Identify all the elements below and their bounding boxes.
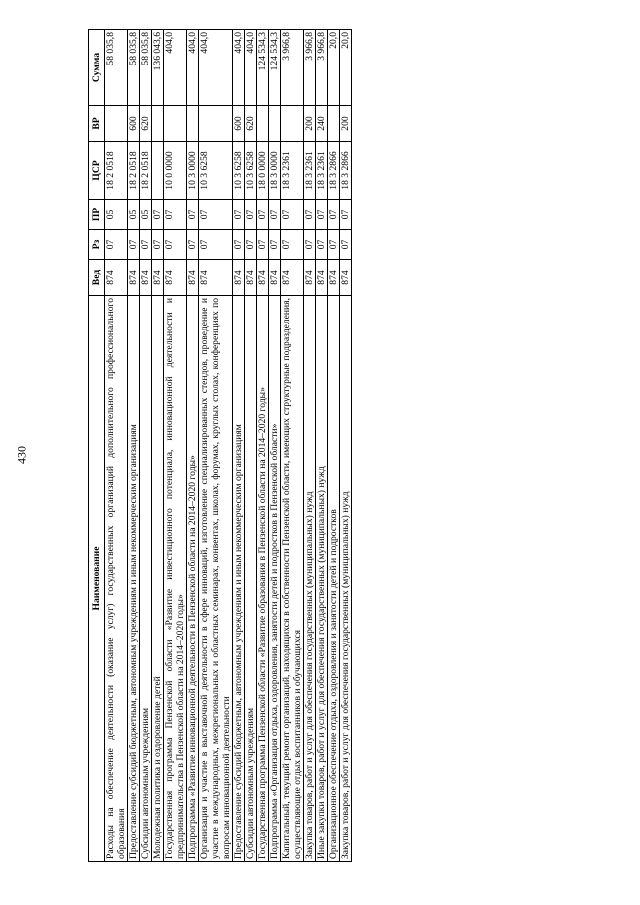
cell-sum: 124 534,3 <box>269 30 281 106</box>
table-row <box>233 30 245 862</box>
cell-sum: 3 966,8 <box>316 30 328 106</box>
table-row <box>105 30 128 862</box>
cell-pr: 07 <box>199 200 233 230</box>
cell-sum: 58 035,8 <box>140 30 152 106</box>
cell-csr: 10 3 0000 <box>187 142 199 200</box>
cell-sum: 404,0 <box>245 30 257 106</box>
cell-ved: 874 <box>257 260 269 296</box>
cell-rz: 07 <box>187 230 199 260</box>
table-row <box>269 30 281 862</box>
cell-rz: 07 <box>245 230 257 260</box>
table-row <box>328 30 340 862</box>
cell-sum: 3 966,8 <box>304 30 316 106</box>
cell-vr: 600 <box>233 106 245 142</box>
table-row <box>316 30 328 862</box>
table-body <box>105 30 352 862</box>
cell-rz: 07 <box>328 230 340 260</box>
table-row <box>340 30 352 862</box>
cell-sum: 3 966,8 <box>281 30 304 106</box>
cell-name: Подпрограмма «Организация отдыха, оздоровления, занятости детей и подростков в Пензенской области» <box>269 296 281 862</box>
cell-pr: 07 <box>281 200 304 230</box>
cell-csr: 18 2 0518 <box>105 142 128 200</box>
cell-csr: 18 2 0518 <box>128 142 140 200</box>
cell-csr: 10 0 0000 <box>164 142 187 200</box>
cell-name: Молодежная политика и оздоровление детей <box>152 296 164 862</box>
cell-csr: 18 3 2361 <box>316 142 328 200</box>
cell-rz: 07 <box>233 230 245 260</box>
cell-name: Предоставление субсидий бюджетным, автономным учреждениям и иным некоммерческим организациям <box>128 296 140 862</box>
cell-name: Иные закупки товаров, работ и услуг для обеспечения государственных (муниципальных) нужд <box>316 296 328 862</box>
cell-pr: 07 <box>233 200 245 230</box>
cell-rz: 07 <box>140 230 152 260</box>
header-sum: Сумма <box>89 30 105 106</box>
cell-vr <box>269 106 281 142</box>
cell-ved: 874 <box>304 260 316 296</box>
cell-name: Капитальный, текущий ремонт организаций, находящихся в собственности Пензенской области, имеющих структурные подразделения, осуществляющие отдых воспитанников и обучающихся <box>281 296 304 862</box>
cell-pr: 05 <box>128 200 140 230</box>
page-number: 430 <box>14 446 29 464</box>
cell-sum: 124 534,3 <box>257 30 269 106</box>
cell-rz: 07 <box>164 230 187 260</box>
cell-pr: 07 <box>328 200 340 230</box>
table-row <box>257 30 269 862</box>
cell-name: Государственная программа Пензенской области «Развитие инвестиционного потенциала, инновационной деятельности и предпринимательства в Пензенской области на 2014–2020 годы» <box>164 296 187 862</box>
cell-ved: 874 <box>199 260 233 296</box>
cell-vr: 200 <box>304 106 316 142</box>
cell-vr: 620 <box>140 106 152 142</box>
table-row <box>187 30 199 862</box>
cell-pr: 07 <box>257 200 269 230</box>
cell-ved: 874 <box>152 260 164 296</box>
cell-vr: 240 <box>316 106 328 142</box>
cell-csr: 18 3 2866 <box>340 142 352 200</box>
header-rz: Рз <box>89 230 105 260</box>
table-header <box>89 30 105 862</box>
header-csr: ЦСР <box>89 142 105 200</box>
cell-name: Субсидии автономным учреждениям <box>140 296 152 862</box>
cell-ved: 874 <box>140 260 152 296</box>
cell-csr: 18 2 0518 <box>140 142 152 200</box>
cell-csr: 10 3 6258 <box>245 142 257 200</box>
table-row <box>245 30 257 862</box>
table-row <box>128 30 140 862</box>
cell-name: Организационное обеспечение отдыха, оздоровления и занятости детей и подростков <box>328 296 340 862</box>
cell-vr <box>281 106 304 142</box>
budget-table <box>88 29 352 862</box>
cell-ved: 874 <box>269 260 281 296</box>
cell-ved: 874 <box>233 260 245 296</box>
cell-sum: 404,0 <box>199 30 233 106</box>
header-pr: ПР <box>89 200 105 230</box>
cell-rz: 07 <box>105 230 128 260</box>
table-row <box>152 30 164 862</box>
cell-csr: 18 3 2361 <box>304 142 316 200</box>
cell-ved: 874 <box>187 260 199 296</box>
cell-rz: 07 <box>199 230 233 260</box>
table-row <box>140 30 152 862</box>
cell-sum: 404,0 <box>164 30 187 106</box>
cell-name: Предоставление субсидий бюджетным, автономным учреждениям и иным некоммерческим организациям <box>233 296 245 862</box>
cell-ved: 874 <box>316 260 328 296</box>
cell-sum: 20,0 <box>340 30 352 106</box>
cell-vr <box>328 106 340 142</box>
table-row <box>199 30 233 862</box>
cell-sum: 58 035,8 <box>128 30 140 106</box>
rotated-page <box>88 30 548 862</box>
cell-pr: 07 <box>316 200 328 230</box>
cell-pr: 07 <box>340 200 352 230</box>
cell-vr <box>199 106 233 142</box>
cell-rz: 07 <box>128 230 140 260</box>
cell-name: Закупка товаров, работ и услуг для обеспечения государственных (муниципальных) нужд <box>304 296 316 862</box>
cell-name: Субсидии автономным учреждениям <box>245 296 257 862</box>
cell-vr <box>164 106 187 142</box>
cell-vr: 620 <box>245 106 257 142</box>
cell-ved: 874 <box>281 260 304 296</box>
cell-csr: 18 3 2361 <box>281 142 304 200</box>
cell-ved: 874 <box>105 260 128 296</box>
cell-vr <box>152 106 164 142</box>
cell-rz: 07 <box>316 230 328 260</box>
table-row <box>281 30 304 862</box>
cell-rz: 07 <box>257 230 269 260</box>
cell-pr: 07 <box>304 200 316 230</box>
cell-ved: 874 <box>128 260 140 296</box>
cell-ved: 874 <box>340 260 352 296</box>
cell-csr: 18 0 0000 <box>257 142 269 200</box>
cell-pr: 05 <box>140 200 152 230</box>
cell-csr: 18 3 0000 <box>269 142 281 200</box>
cell-csr: 10 3 6258 <box>233 142 245 200</box>
cell-sum: 136 043,6 <box>152 30 164 106</box>
cell-name: Закупка товаров, работ и услуг для обеспечения государственных (муниципальных) нужд <box>340 296 352 862</box>
table-row <box>304 30 316 862</box>
cell-ved: 874 <box>245 260 257 296</box>
header-name: Наименование <box>89 296 105 862</box>
cell-vr <box>257 106 269 142</box>
cell-sum: 58 035,8 <box>105 30 128 106</box>
cell-rz: 07 <box>304 230 316 260</box>
cell-rz: 07 <box>340 230 352 260</box>
cell-name: Подпрограмма «Развитие инновационной деятельности в Пензенской области на 2014–2020 годы» <box>187 296 199 862</box>
cell-ved: 874 <box>328 260 340 296</box>
cell-rz: 07 <box>269 230 281 260</box>
cell-name: Организация и участие в выставочной деятельности в сфере инноваций, изготовление специализированных стендов, проведение и участие в международных, межрегиональных и областных семинарах, конвентах, школах, форумах, круглых столах, конференциях по вопросам инновационной деятельности <box>199 296 233 862</box>
cell-vr <box>187 106 199 142</box>
cell-name: Расходы на обеспечение деятельности (оказание услуг) государственных организаций дополнительного профессионального образования <box>105 296 128 862</box>
cell-sum: 404,0 <box>187 30 199 106</box>
cell-pr: 07 <box>187 200 199 230</box>
header-row <box>89 30 105 862</box>
cell-pr: 07 <box>245 200 257 230</box>
table-row <box>164 30 187 862</box>
cell-csr <box>152 142 164 200</box>
cell-pr: 07 <box>269 200 281 230</box>
cell-csr: 18 3 2866 <box>328 142 340 200</box>
cell-vr <box>105 106 128 142</box>
header-ved: Вед <box>89 260 105 296</box>
cell-name: Государственная программа Пензенской области «Развитие образования в Пензенской области на 2014–2020 годы» <box>257 296 269 862</box>
cell-pr: 07 <box>152 200 164 230</box>
cell-vr: 200 <box>340 106 352 142</box>
cell-sum: 20,0 <box>328 30 340 106</box>
cell-ved: 874 <box>164 260 187 296</box>
cell-csr: 10 3 6258 <box>199 142 233 200</box>
cell-rz: 07 <box>152 230 164 260</box>
cell-pr: 07 <box>164 200 187 230</box>
cell-vr: 600 <box>128 106 140 142</box>
cell-pr: 05 <box>105 200 128 230</box>
header-vr: ВР <box>89 106 105 142</box>
cell-rz: 07 <box>281 230 304 260</box>
cell-sum: 404,0 <box>233 30 245 106</box>
